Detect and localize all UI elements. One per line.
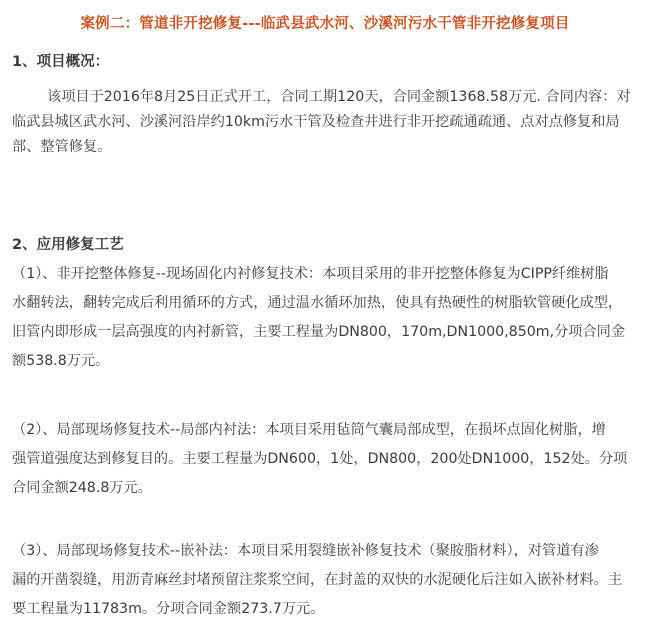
technique-paragraph-3 bbox=[12, 537, 640, 624]
technique-paragraph-1 bbox=[12, 260, 640, 376]
text-line: （3）、局部现场修复技术--嵌补法：本项目采用裂缝嵌补修复技术（聚胺脂材料），对管道有渗 bbox=[12, 543, 599, 559]
text-line: 合同金额248.8万元。 bbox=[12, 480, 152, 496]
technique-paragraph-2 bbox=[12, 416, 640, 503]
text-line: （1）、非开挖整体修复--现场固化内衬修复技术：本项目采用的非开挖整体修复为CIPP纤维树脂 bbox=[12, 266, 609, 282]
page-title: 案例二：管道非开挖修复---临武县武水河、沙溪河污水干管非开挖修复项目 bbox=[80, 16, 570, 32]
overview-paragraph bbox=[12, 85, 640, 160]
text-line: 临武县城区武水河、沙溪河沿岸约10km污水干管及检查井进行非开挖疏通疏通、点对点修复和局 bbox=[12, 114, 620, 130]
text-line: 漏的开凿裂缝，用沥青麻丝封堵预留注浆浆空间，在封盖的双快的水泥硬化后注如入嵌补材料。主 bbox=[12, 572, 623, 588]
section-heading-overview: 1、项目概况： bbox=[12, 54, 110, 70]
text-line: 额538.8万元。 bbox=[12, 353, 110, 369]
text-line: （2）、局部现场修复技术--局部内衬法：本项目采用毡筒气囊局部成型，在损坏点固化树脂，增 bbox=[12, 422, 606, 438]
section-heading-techniques: 2、应用修复工艺 bbox=[12, 237, 124, 253]
text-line: 该项目于2016年8月25日正式开工，合同工期120天，合同金额1368.58万元. 合同内容：对 bbox=[47, 89, 631, 105]
text-line: 部、整管修复。 bbox=[12, 139, 112, 155]
text-line: 强管道强度达到修复目的。主要工程量为DN600，1处，DN800，200处DN1000，152处。分项 bbox=[12, 451, 628, 467]
text-line: 要工程量为11783m。分项合同金额273.7万元。 bbox=[12, 601, 325, 617]
text-line: 水翻转法，翻转完成后利用循环的方式，通过温水循环加热，使具有热硬性的树脂软管硬化成型， bbox=[12, 295, 623, 311]
text-line: 旧管内即形成一层高强度的内衬新管，主要工程量为DN800，170m,DN1000,850m,分项合同金 bbox=[12, 324, 626, 340]
